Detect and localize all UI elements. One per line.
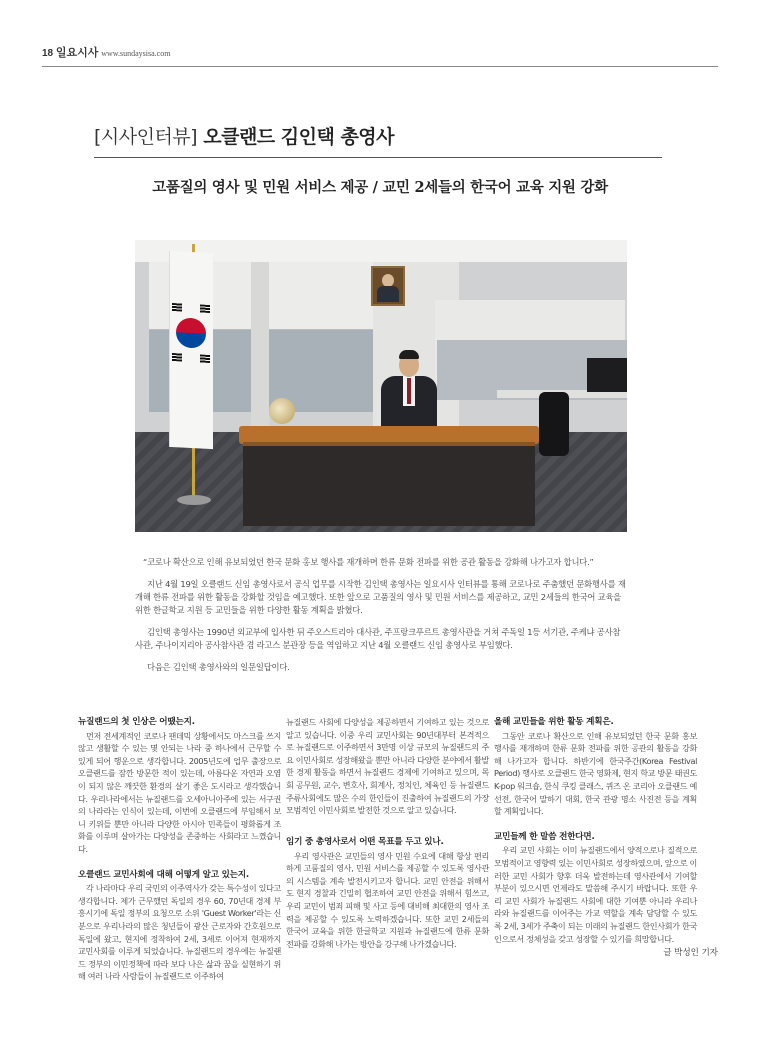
interview-answer: 그동안 코로나 확산으로 인해 유보되었던 한국 문화 홍보 행사를 재개하며 한류 문화 전파를 위한 공관의 활동을 강화해 나가고자 합니다. 하반기에 한국주간(Korea Festival Period) 행사로 오클랜드 한국 영화제, 현지 학교 방문 태권도 K-pop 워크숍, 한식 쿠킹 클래스, 퀴즈 온 코리아 오클랜드 예선전, 한국어 말하기 대회, 한국 관광 명소 사진전 등을 계획할 계획입니다. bbox=[494, 730, 697, 817]
article-kicker: [시사인터뷰] bbox=[94, 126, 198, 148]
intro-paragraph: 다음은 김인택 총영사와의 일문일답이다. bbox=[147, 662, 290, 672]
interview-answer: 먼저 전세계적인 코로나 팬데믹 상황에서도 마스크를 쓰지 않고 생활할 수 있는 몇 안되는 나라 중 하나에서 근무할 수 있게 되어 행운으로 생각합니다. 2005년도에 업무 출장으로 오클랜드를 잠깐 방문한 적이 있는데, 아름다운 자연과 오염이 되지 않은 깨끗한 환경의 살기 좋은 도시라고 생각했습니다. 우리나라에서는 뉴질랜드를 오세아니아주에 있는 서구권의 나라라는 인식이 있는데, 이번에 오클랜드에 부임해서 보니 키위들 뿐만 아니라 다양한 아시아 민족들이 평화롭게 조화를 이루며 살아가는 다양성을 존중하는 사회라고 느꼈습니다. bbox=[78, 730, 281, 854]
article-column-1 bbox=[78, 716, 281, 982]
article-title bbox=[94, 122, 394, 149]
header-divider bbox=[42, 66, 718, 67]
page-number: 18 bbox=[42, 48, 54, 59]
interview-answer: 우리 영사관은 교민들의 영사 민원 수요에 대해 항상 편리하게 고품질의 영사, 민원 서비스를 제공할 수 있도록 영사관의 시스템을 계속 발전시키고자 합니다. 교민 안전을 위해서도 현지 경찰과 긴밀히 협조하여 교민 안전을 위해서 힘쓰고, 우리 교민이 범죄 피해 및 사고 등에 대비해 최대한의 영사 조력을 제공할 수 있도록 노력하겠습니다. 또한 교민 2세들의 한국어 교육을 위한 한글학교 지원과 뉴질랜드에 한류 문화 전파를 강화해 나가는 방안을 강구해 나가겠습니다. bbox=[286, 850, 489, 949]
running-head bbox=[42, 44, 170, 60]
publication-url: www.sundaysisa.com bbox=[101, 49, 171, 58]
intro-quote: “코로나 확산으로 인해 유보되었던 한국 문화 홍보 행사를 재개하며 한류 문화 전파를 위한 공관 활동을 강화해 나가고자 합니다.” bbox=[143, 557, 594, 567]
interview-question: 올해 교민들을 위한 활동 계획은. bbox=[494, 717, 614, 727]
publication-name: 일요시사 bbox=[55, 47, 99, 59]
article-column-3 bbox=[494, 716, 697, 958]
photo-blind-mid bbox=[269, 262, 373, 330]
article-intro bbox=[135, 556, 627, 683]
interview-question: 교민들께 한 말씀 전한다면. bbox=[494, 831, 595, 842]
byline: 글 박성인 기자 bbox=[663, 948, 718, 958]
photo-monitor bbox=[587, 358, 627, 392]
interview-answer: 우리 교민 사회는 이미 뉴질랜드에서 양적으로나 질적으로 모범적이고 영향력 있는 이민사회로 성장하였으며, 앞으로 이러한 교민 사회가 향후 더욱 발전하는데 영사관에서 기여할 부분이 있으시면 언제라도 말씀해 주시기 바랍니다. 또한 우리 교민 사회가 뉴질랜드 사회에 대한 기여뿐 아니라 우리나라와 뉴질랜드를 이어주는 가교 역할을 계속 담당할 수 있도록 2세, 3세가 주축이 되는 미래의 뉴질랜드 한인사회가 한국인으로서 정체성을 갖고 성장할 수 있기를 희망합니다. bbox=[494, 845, 697, 944]
article-subtitle: 고품질의 영사 및 민원 서비스 제공 / 교민 2세들의 한국어 교육 지원 강화 bbox=[152, 179, 608, 196]
globe-icon bbox=[269, 398, 295, 424]
office-photo bbox=[135, 240, 627, 532]
article-column-2 bbox=[286, 716, 489, 963]
title-divider bbox=[94, 157, 662, 158]
intro-paragraph: 지난 4월 19일 오클랜드 신임 총영사로서 공식 업무를 시작한 김인택 총영사는 일요시사 인터뷰를 통해 코로나로 주춤했던 문화행사를 재개해 한류 전파를 위한 활동을 강화할 것임을 예고했다. 또한 앞으로 고품질의 영사 및 민원 서비스를 제공하고, 교민 2세들의 한국어 교육을 위한 한글학교 지원 등 교민들을 위한 다양한 활동 계획을 밝혔다. bbox=[135, 579, 626, 615]
intro-paragraph: 김인택 총영사는 1990년 외교부에 입사한 뒤 주오스트리아 대사관, 주프랑크푸르트 총영사관을 거쳐 주독일 1등 서기관, 주케냐 공사참사관, 주나이지리아 공사참사관 겸 라고스 분관장 등을 역임하고 지난 4월 오클랜드 신임 총영사로 부임했다. bbox=[135, 627, 621, 650]
article-title-text: 오클랜드 김인택 총영사 bbox=[203, 126, 395, 148]
interview-answer: 각 나라마다 우리 국민의 이주역사가 갖는 특수성이 있다고 생각합니다. 제가 근무했던 독일의 경우 60, 70년대 경제 부흥시기에 독일 정부의 요청으로 소위 'Guest Worker'라는 신분으로 우리나라의 많은 청년들이 광산 근로자와 간호원으로 독일에 왔고, 현지에 정착하여 2세, 3세로 이어져 현재까지 교민사회를 이루게 되었습니다. 뉴질랜드의 경우에는 뉴질랜드 정부의 이민정책에 따라 보다 나은 삶과 꿈을 실현하기 위해 여러 나라 사람들이 뉴질랜드로 이주하여 bbox=[78, 883, 281, 982]
photo-pillar bbox=[251, 262, 269, 432]
interview-question: 뉴질랜드의 첫 인상은 어땠는지. bbox=[78, 717, 195, 727]
korean-flag-icon bbox=[169, 251, 213, 449]
interview-question: 오클랜드 교민사회에 대해 어떻게 알고 있는지. bbox=[78, 869, 249, 880]
photo-chair bbox=[539, 392, 569, 456]
interview-answer-continued: 뉴질랜드 사회에 다양성을 제공하면서 기여하고 있는 것으로 알고 있습니다. 이중 우리 교민사회는 90년대부터 본격적으로 뉴질랜드로 이주하면서 3만명 이상 규모의 뉴질랜드의 주요 이민사회로 성장해왔을 뿐만 아니라 다양한 분야에서 활발한 경제 활동을 하면서 뉴질랜드 경제에 기여하고 있으며, 목회 공무원, 교수, 변호사, 회계사, 정치인, 체육인 등 뉴질랜드 주류사회에도 많은 수의 한인들이 진출하여 뉴질랜드의 가장 모범적인 이민사회로 발전한 것으로 알고 있습니다. bbox=[286, 717, 489, 816]
portrait-frame bbox=[371, 266, 405, 306]
interview-question: 임기 중 총영사로서 어떤 목표를 두고 있나. bbox=[286, 837, 444, 847]
flag-stand bbox=[177, 495, 211, 505]
